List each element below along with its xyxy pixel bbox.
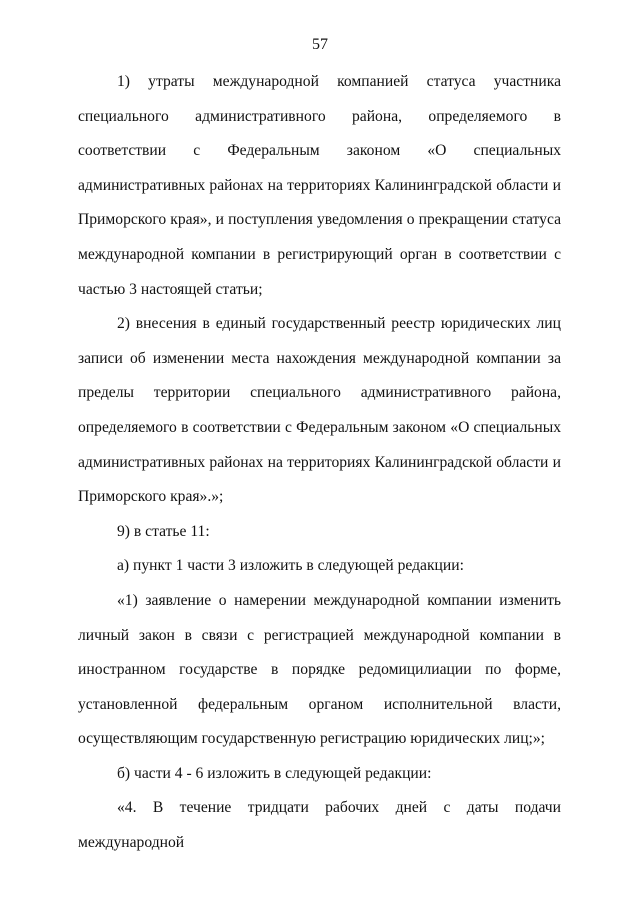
paragraph-article-11: 9) в статье 11:: [117, 522, 210, 540]
paragraph-quoted-item-1: «1) заявление о намерении международной компании изменить личный закон в связи с регистрацией международной компании в иностранном государстве в порядке редомицилиации по форме, установленной федеральным органом исполнительной власти, осуществляющим государственную регистрацию юридических лиц;»;: [78, 591, 561, 748]
paragraph-subitem-a: а) пункт 1 части 3 изложить в следующей редакции:: [117, 557, 464, 575]
paragraph-item-2: 2) внесения в единый государственный реестр юридических лиц записи об изменении места нахождения международной компании за пределы территории специального административного района, определяемого в соответствии с Федеральным законом «О специальных административных районах на территориях Калининградской области и Приморского края».»;: [78, 315, 561, 506]
paragraph-quoted-part-4: «4. В течение тридцати рабочих дней с даты подачи международной: [78, 799, 561, 852]
paragraph-subitem-b: б) части 4 - 6 изложить в следующей редакции:: [117, 764, 432, 782]
page-number: 57: [312, 36, 328, 53]
paragraph-item-1: 1) утраты международной компанией статуса участника специального административного района, определяемого в соответствии с Федеральным законом «О специальных административных районах на территориях Калининградской области и Приморского края», и поступления уведомления о прекращении статуса международной компании в регистрирующий орган в соответствии с частью 3 настоящей статьи;: [78, 73, 561, 298]
document-body: [78, 65, 561, 861]
